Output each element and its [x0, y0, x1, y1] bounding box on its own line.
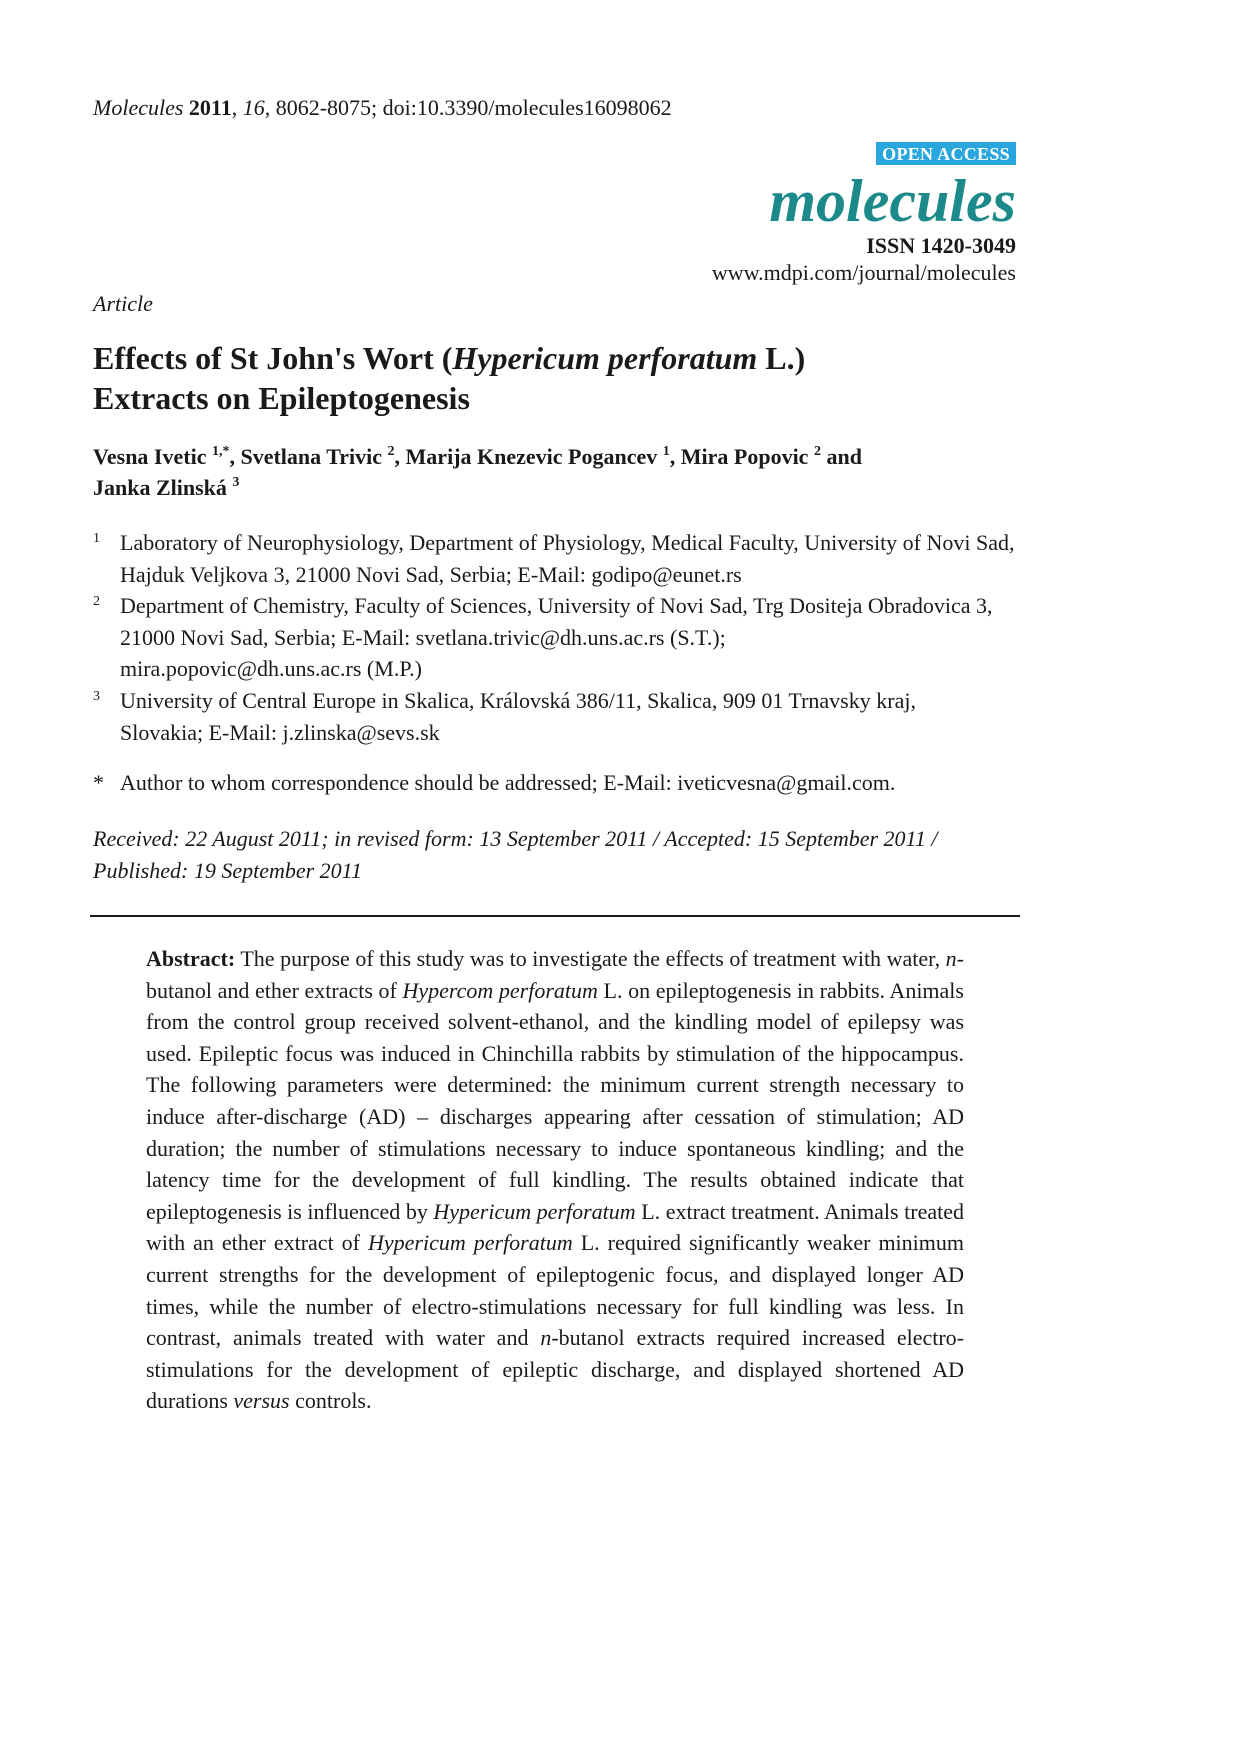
author-name: Mira Popovic: [680, 444, 809, 469]
title-species: Hypericum perforatum: [452, 340, 758, 376]
abstract-segment: L. extract treatment. Animals treated with an ether extract of: [146, 1198, 964, 1256]
author-name: Marija Knezevic Pogancev: [405, 444, 658, 469]
title-line2: Extracts on Epileptogenesis: [93, 380, 470, 416]
author-name: Svetlana Trivic: [240, 444, 383, 469]
abstract-label: Abstract:: [146, 946, 236, 971]
author-name: Vesna Ivetic: [93, 444, 207, 469]
citation-year: 2011: [188, 95, 232, 120]
affiliation-line: Laboratory of Neurophysiology, Department of Physiology, Medical Faculty, University of Novi Sad,: [120, 530, 1015, 555]
abstract: [146, 943, 964, 1417]
author-affiliation-mark: 1: [662, 444, 670, 459]
author-separator: ,: [669, 444, 681, 469]
dates-line: Published: 19 September 2011: [93, 858, 363, 883]
issn: ISSN 1420-3049: [866, 233, 1016, 258]
affiliation-line: Department of Chemistry, Faculty of Sciences, University of Novi Sad, Trg Dositeja Obradovica 3,: [120, 593, 993, 618]
open-access-badge: OPEN ACCESS: [876, 142, 1016, 165]
paper-title: [93, 338, 993, 418]
affiliation-line: mira.popovic@dh.uns.ac.rs (M.P.): [120, 656, 422, 681]
abstract-segment: versus: [233, 1388, 290, 1414]
abstract-segment: n: [945, 946, 957, 971]
affiliation-number: 1: [93, 531, 100, 546]
article-type: Article: [93, 291, 153, 316]
header-divider: [90, 915, 1020, 917]
correspondence-star: *: [93, 770, 104, 795]
affiliation-line: 21000 Novi Sad, Serbia; E-Mail: svetlana.trivic@dh.uns.ac.rs (S.T.);: [120, 624, 726, 650]
abstract-segment: n: [540, 1325, 552, 1351]
affiliation-number: 3: [93, 689, 100, 704]
author-list: [93, 441, 1053, 503]
abstract-segment: L. on epileptogenesis in rabbits. Animals from the control group received solvent-ethanol, and the kindling model of epilepsy was used. Epileptic focus was induced in Chinchilla rabbits by stimulation of the hippocampus. The following parameters were determined: the minimum current strength necessary to induce after-discharge (AD) – discharges appearing after cessation of stimulation; AD duration; the number of stimulations necessary to induce spontaneous kindling; and the latency time for the development of full kindling. The results obtained indicate that epileptogenesis is influenced by: [146, 977, 964, 1224]
abstract-segment: L. required significantly weaker minimum current strengths for the development of epileptogenic focus, and displayed longer AD times, while the number of electro-stimulations necessary for full kindling was less. In contrast, animals treated with water and: [146, 1230, 965, 1351]
author-separator: ,: [229, 444, 241, 469]
affiliation-line: Slovakia; E-Mail: j.zlinska@sevs.sk: [120, 719, 440, 745]
abstract-segment: The purpose of this study was to investigate the effects of treatment with water,: [235, 946, 946, 971]
citation-pages-doi: , 8062-8075; doi:10.3390/molecules16098062: [264, 95, 672, 120]
author-name: Janka Zlinská: [93, 475, 227, 500]
publication-dates: [93, 823, 1013, 887]
author-affiliation-mark: 2: [387, 444, 395, 459]
abstract-segment: -butanol and ether extracts of: [146, 946, 964, 1003]
abstract-segment: controls.: [289, 1388, 372, 1414]
affiliation-line: University of Central Europe in Skalica, Královská 386/11, Skalica, 909 01 Trnavsky kraj,: [120, 688, 916, 713]
abstract-segment: Hypericum perforatum: [433, 1198, 636, 1224]
correspondence-text: Author to whom correspondence should be addressed; E-Mail: iveticvesna@gmail.com.: [120, 770, 896, 795]
author-separator: ,: [394, 444, 406, 469]
affiliation-number: 2: [93, 594, 100, 609]
abstract-segment: Hypercom perforatum: [402, 977, 598, 1003]
citation-journal: Molecules: [93, 95, 184, 120]
citation-volume: 16: [242, 95, 265, 120]
citation-line: Molecules 2011, 16, 8062-8075; doi:10.3390/molecules16098062: [93, 95, 672, 120]
journal-logo: molecules: [769, 168, 1016, 234]
title-part1: Effects of St John's Wort (: [93, 340, 453, 376]
affiliation-line: Hajduk Veljkova 3, 21000 Novi Sad, Serbia; E-Mail: godipo@eunet.rs: [120, 561, 742, 587]
author-affiliation-mark: 3: [232, 475, 240, 490]
author-affiliation-mark: 1,*: [211, 444, 230, 459]
correspondence-note: [93, 770, 895, 796]
journal-url[interactable]: www.mdpi.com/journal/molecules: [711, 260, 1016, 285]
abstract-segment: -butanol extracts required increased electro-stimulations for the development of epileptic discharge, and displayed shortened AD durations: [146, 1325, 964, 1414]
title-part2: L.): [757, 340, 806, 376]
dates-line: Received: 22 August 2011; in revised form: 13 September 2011 / Accepted: 15 September 2011 /: [93, 826, 938, 851]
author-affiliation-mark: 2: [813, 444, 821, 459]
abstract-segment: Hypericum perforatum: [368, 1230, 573, 1256]
author-separator: and: [820, 444, 862, 469]
